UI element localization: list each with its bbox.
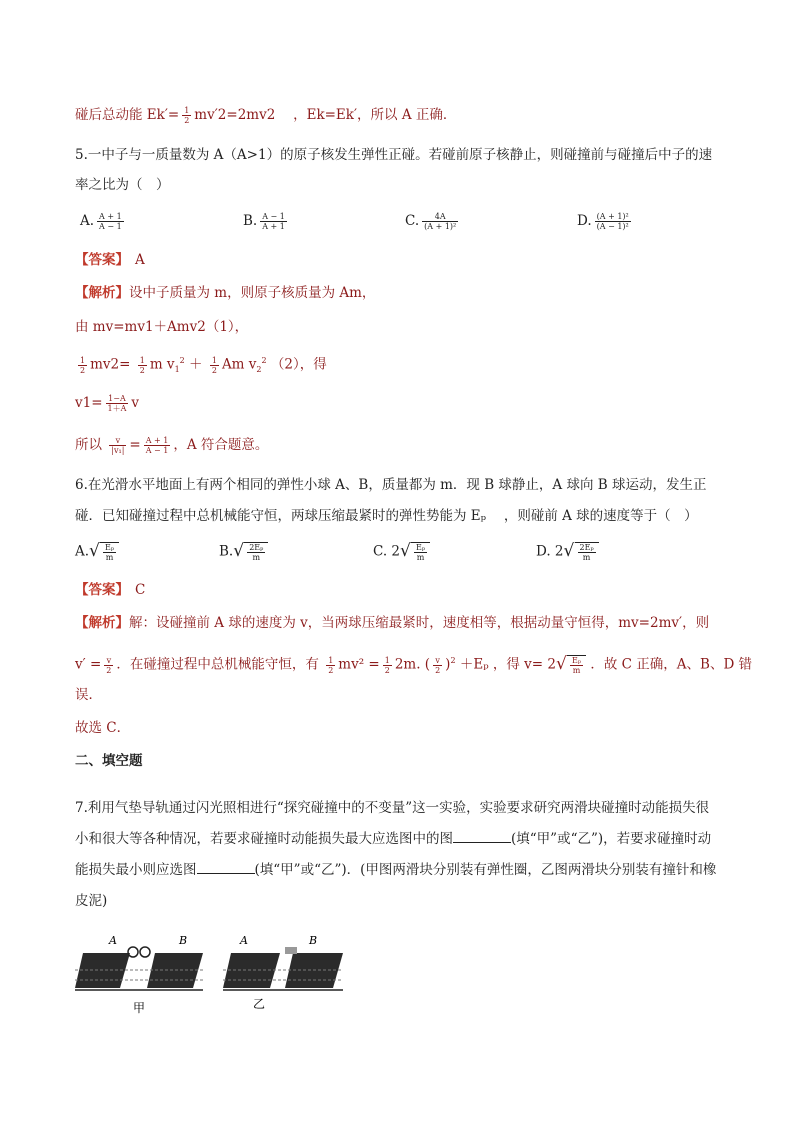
- q6-analysis-line3: 误．: [75, 687, 102, 703]
- q7-blank-1[interactable]: [453, 830, 511, 843]
- q5-analysis-line2: 由 mv=mv1＋Amv2（1），: [75, 319, 249, 335]
- figure-jia: [75, 934, 203, 1015]
- q5-option-b[interactable]: B. $\frac{A - 1}{A + 1}$: [243, 212, 285, 231]
- q5-answer: 【答案】 A: [75, 252, 145, 268]
- figure-yi: [223, 934, 343, 1011]
- q7-blank-2[interactable]: [197, 861, 255, 874]
- q5-option-d[interactable]: D. $\frac{\text{(A + 1)²}}{\text{(A − 1)²}}$: [577, 212, 629, 231]
- q6-option-a[interactable]: A. √ $\frac{\text{Eₚ}}{m}$: [75, 542, 119, 562]
- q5-option-c[interactable]: C. $\frac{4A}{\text{(A + 1)²}}$: [405, 212, 457, 231]
- q6-stem-line1: 6.在光滑水平地面上有两个相同的弹性小球 A、B，质量都为 m．现 B 球静止，A 球向 B 球运动，发生正: [75, 477, 707, 493]
- q6-analysis-line1: 【解析】解：设碰撞前 A 球的速度为 v，当两球压缩最紧时，速度相等，根据动量守恒得，mv=2mv′，则: [75, 615, 710, 631]
- air-track-figure: [75, 928, 415, 1018]
- svg-text:B: B: [179, 934, 188, 947]
- svg-text:A: A: [240, 934, 248, 947]
- q5-stem-line1: 5.一中子与一质量数为 A（A>1）的原子核发生弹性正碰。若碰前原子核静止，则碰撞前与碰撞后中子的速: [75, 147, 713, 163]
- q5-stem-line2: 率之比为（ ）: [75, 177, 170, 193]
- q6-option-b[interactable]: B. √ $\frac{\text{2Eₚ}}{m}$: [219, 542, 268, 562]
- q7-line1: 7.利用气垫导轨通过闪光照相进行“探究碰撞中的不变量”这一实验，实验要求研究两滑块碰撞时动能损失很: [75, 800, 710, 816]
- q5-analysis-line5: 所以 $\frac{v}{\text{|v₁|}}$ = $\frac{A + 1}{A - 1}$ ，A 符合题意。: [75, 436, 269, 455]
- q7-line4: 皮泥): [75, 893, 108, 909]
- svg-text:甲: 甲: [133, 1001, 146, 1015]
- q7-line2: 小和很大等各种情况，若要求碰撞时动能损失最大应选图中的图 (填“甲”或“乙”)，若要求碰撞时动: [75, 831, 712, 847]
- q6-analysis-line2: v′ = $\frac{v}{2}$ ．在碰撞过程中总机械能守恒，有 $\frac{1}{2}$ mv² = $\frac{1}{2}$ 2m. ( $\frac{v}{2}$ )$^2$ ＋Eₚ ，得 v= 2 √ $\frac{\text{Eₚ}}{m}$ ．故 C 正确，A、B、D 错: [75, 654, 753, 675]
- q6-stem-line2: 碰．已知碰撞过程中总机械能守恒，两球压缩最紧时的弹性势能为 Eₚ ，则碰前 A 球的速度等于（ ）: [75, 508, 698, 524]
- q6-analysis-line4: 故选 C．: [75, 720, 131, 736]
- q7-line3: 能损失最小则应选图 (填“甲”或“乙”)．(甲图两滑块分别装有弹性圈，乙图两滑块分别装有撞针和橡: [75, 862, 717, 878]
- section-heading: 二、填空题: [75, 753, 143, 769]
- q6-option-d[interactable]: D. 2 √ $\frac{\text{2Eₚ}}{m}$: [536, 542, 599, 562]
- prev-answer-line: 碰后总动能 Ek′= $\frac{1}{2}$ mv′2=2mv2 ，Ek=Ek′，所以 A 正确．: [75, 106, 457, 125]
- q5-analysis-line1: 【解析】设中子质量为 m，则原子核质量为 Am，: [75, 285, 376, 301]
- q6-option-c[interactable]: C. 2 √ $\frac{\text{Eₚ}}{m}$: [373, 542, 430, 562]
- q5-option-a[interactable]: A. $\frac{A + 1}{A - 1}$: [80, 212, 122, 231]
- svg-text:A: A: [109, 934, 117, 947]
- svg-text:乙: 乙: [253, 997, 266, 1011]
- q5-analysis-line4: v1= $\frac{1-A}{1+A}$ v: [75, 394, 140, 413]
- svg-text:B: B: [309, 934, 318, 947]
- q6-answer: 【答案】 C: [75, 582, 146, 598]
- q5-analysis-line3: $\frac{1}{2}$ mv2= $\frac{1}{2}$ m $v_1^2$ ＋ $\frac{1}{2}$ Am $v_2^2$ （2），得: [80, 355, 327, 375]
